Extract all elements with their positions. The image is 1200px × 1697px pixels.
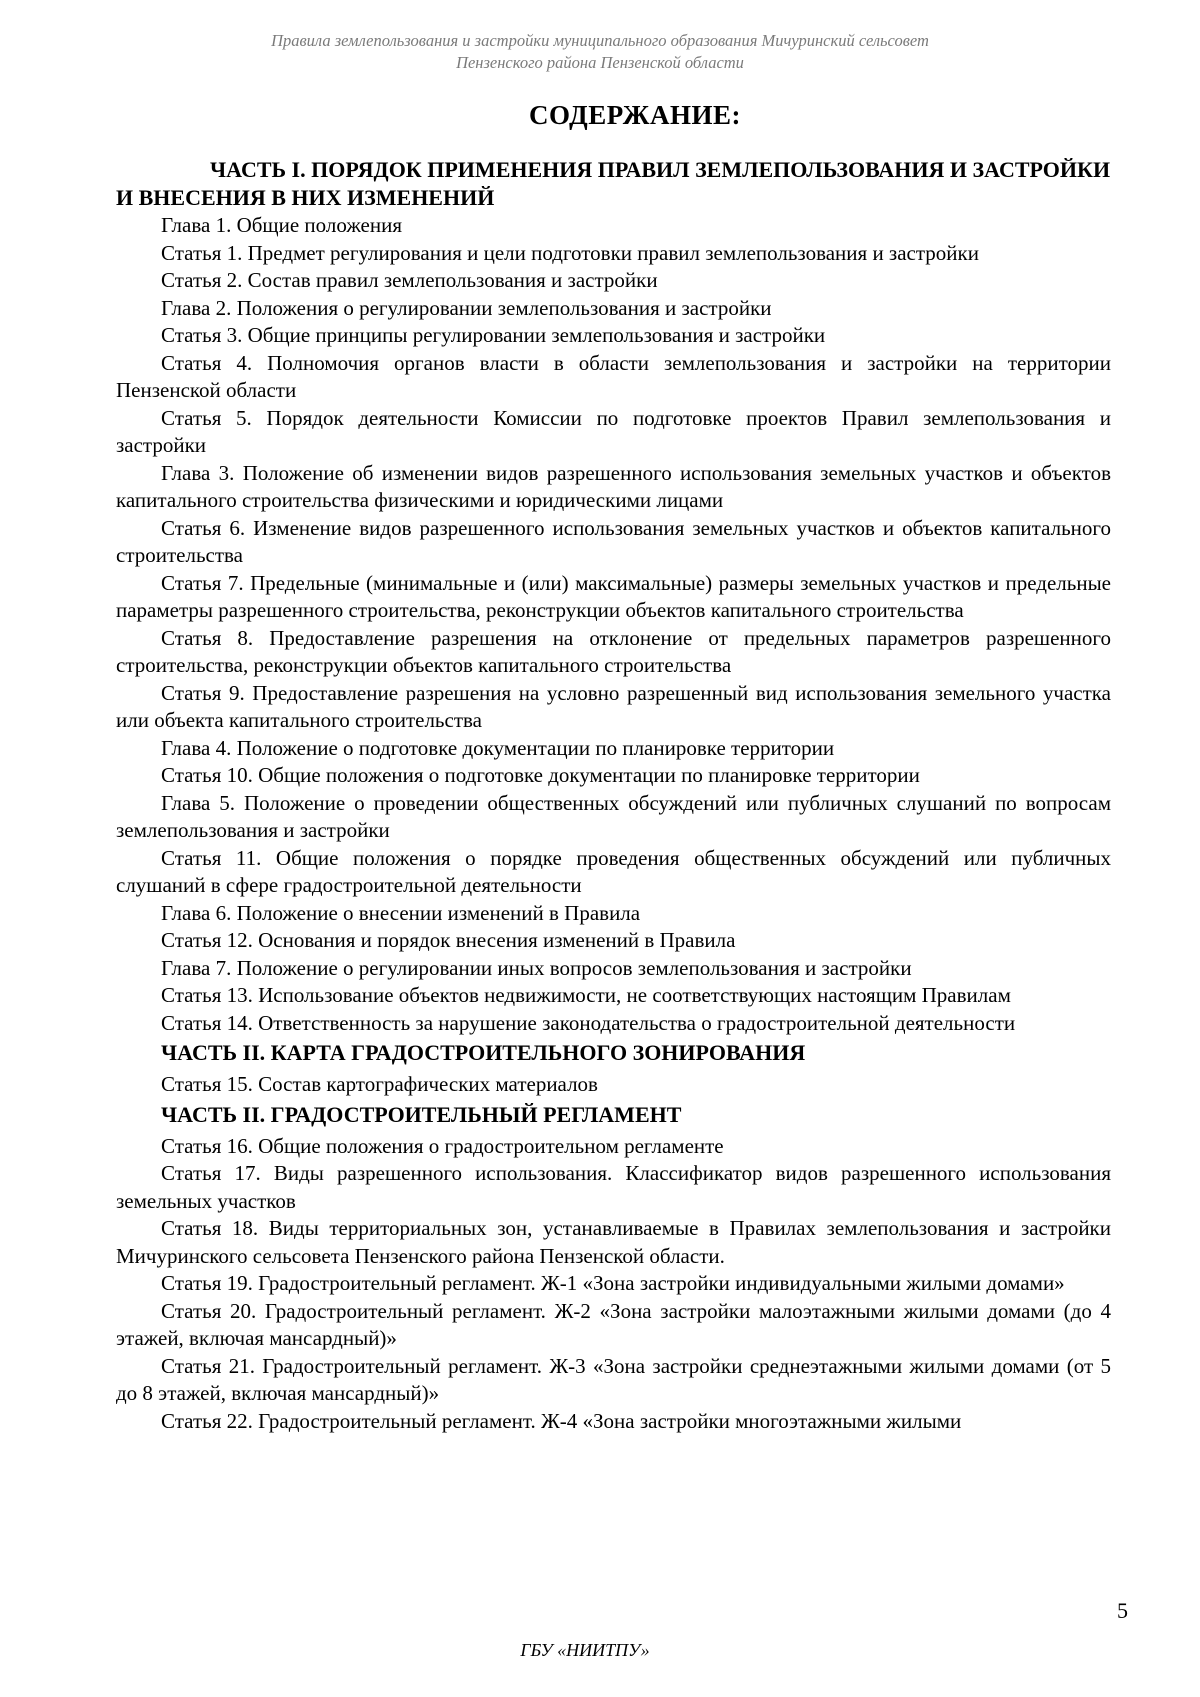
table-of-contents	[116, 156, 1111, 1435]
toc-entry: Статья 22. Градостроительный регламент. Ж-4 «Зона застройки многоэтажными жилыми	[161, 1408, 962, 1433]
toc-entry: Глава 4. Положение о подготовке документации по планировке территории	[161, 735, 835, 760]
toc-entry: Глава 3. Положение об изменении видов разрешенного использования земельных участков и объектов капитального строительства физическими и юридическими лицами	[116, 460, 1111, 512]
toc-entry: Статья 20. Градостроительный регламент. Ж-2 «Зона застройки малоэтажными жилыми домами (до 4 этажей, включая мансардный)»	[116, 1298, 1111, 1350]
part-2-heading: ЧАСТЬ II. КАРТА ГРАДОСТРОИТЕЛЬНОГО ЗОНИРОВАНИЯ	[161, 1040, 806, 1065]
toc-entry: Статья 1. Предмет регулирования и цели подготовки правил землепользования и застройки	[161, 240, 979, 265]
toc-entry: Статья 7. Предельные (минимальные и (или) максимальные) размеры земельных участков и предельные параметры разрешенного строительства, реконструкции объектов капитального строительства	[116, 570, 1111, 622]
page-title: СОДЕРЖАНИЕ:	[529, 100, 741, 130]
toc-entry: Статья 14. Ответственность за нарушение законодательства о градостроительной деятельности	[161, 1010, 1016, 1035]
toc-entry: Статья 13. Использование объектов недвижимости, не соответствующих настоящим Правилам	[161, 983, 1011, 1007]
part-1-entries	[116, 212, 1111, 1037]
running-footer: ГБУ «НИИТПУ»	[520, 1640, 650, 1660]
toc-entry: Глава 1. Общие положения	[161, 213, 403, 237]
toc-entry: Глава 7. Положение о регулировании иных вопросов землепользования и застройки	[161, 955, 912, 980]
toc-entry: Статья 17. Виды разрешенного использования. Классификатор видов разрешенного использования земельных участков	[116, 1161, 1111, 1213]
toc-entry: Статья 9. Предоставление разрешения на условно разрешенный вид использования земельного участка или объекта капитального строительства	[116, 680, 1111, 732]
toc-entry: Статья 5. Порядок деятельности Комиссии по подготовке проектов Правил землепользования и застройки	[116, 405, 1111, 457]
toc-entry: Статья 12. Основания и порядок внесения изменений в Правила	[161, 928, 736, 952]
toc-entry: Статья 11. Общие положения о порядке проведения общественных обсуждений или публичных слушаний в сфере градостроительной деятельности	[116, 845, 1111, 897]
toc-entry: Глава 5. Положение о проведении общественных обсуждений или публичных слушаний по вопросам землепользования и застройки	[116, 790, 1111, 842]
toc-entry: Глава 6. Положение о внесении изменений в Правила	[161, 900, 641, 925]
toc-entry: Статья 8. Предоставление разрешения на отклонение от предельных параметров разрешенного строительства, реконструкции объектов капитального строительства	[116, 625, 1111, 677]
running-header	[0, 30, 1200, 74]
toc-entry: Статья 3. Общие принципы регулировании землепользования и застройки	[161, 323, 826, 347]
toc-entry: Статья 4. Полномочия органов власти в области землепользования и застройки на территории Пензенской области	[116, 350, 1111, 402]
part-2-entries	[116, 1071, 1111, 1099]
part-1-heading: ЧАСТЬ I. ПОРЯДОК ПРИМЕНЕНИЯ ПРАВИЛ ЗЕМЛЕПОЛЬЗОВАНИЯ И ЗАСТРОЙКИ И ВНЕСЕНИЯ В НИХ ИЗМЕНЕНИЙ	[116, 157, 1111, 210]
header-line-1: Правила землепользования и застройки муниципального образования Мичуринский сельсовет	[271, 31, 929, 50]
part-3-heading: ЧАСТЬ II. ГРАДОСТРОИТЕЛЬНЫЙ РЕГЛАМЕНТ	[161, 1101, 682, 1127]
part-3-entries	[116, 1133, 1111, 1436]
toc-entry: Статья 18. Виды территориальных зон, устанавливаемые в Правилах землепользования и застройки Мичуринского сельсовета Пензенского района Пензенской области.	[116, 1216, 1111, 1268]
toc-entry: Статья 16. Общие положения о градостроительном регламенте	[161, 1133, 724, 1158]
toc-entry: Статья 2. Состав правил землепользования и застройки	[161, 268, 658, 292]
toc-entry: Статья 19. Градостроительный регламент. Ж-1 «Зона застройки индивидуальными жилыми домами»	[161, 1271, 1065, 1295]
toc-entry: Статья 15. Состав картографических материалов	[161, 1072, 598, 1096]
page-number: 5	[1117, 1598, 1128, 1623]
toc-entry: Статья 10. Общие положения о подготовке документации по планировке территории	[161, 763, 920, 787]
toc-entry: Статья 6. Изменение видов разрешенного использования земельных участков и объектов капитального строительства	[116, 515, 1111, 567]
toc-entry: Глава 2. Положения о регулировании землепользования и застройки	[161, 295, 772, 320]
header-line-2: Пензенского района Пензенской области	[456, 53, 744, 72]
toc-entry: Статья 21. Градостроительный регламент. Ж-3 «Зона застройки среднеэтажными жилыми домами (от 5 до 8 этажей, включая мансардный)»	[116, 1353, 1111, 1405]
